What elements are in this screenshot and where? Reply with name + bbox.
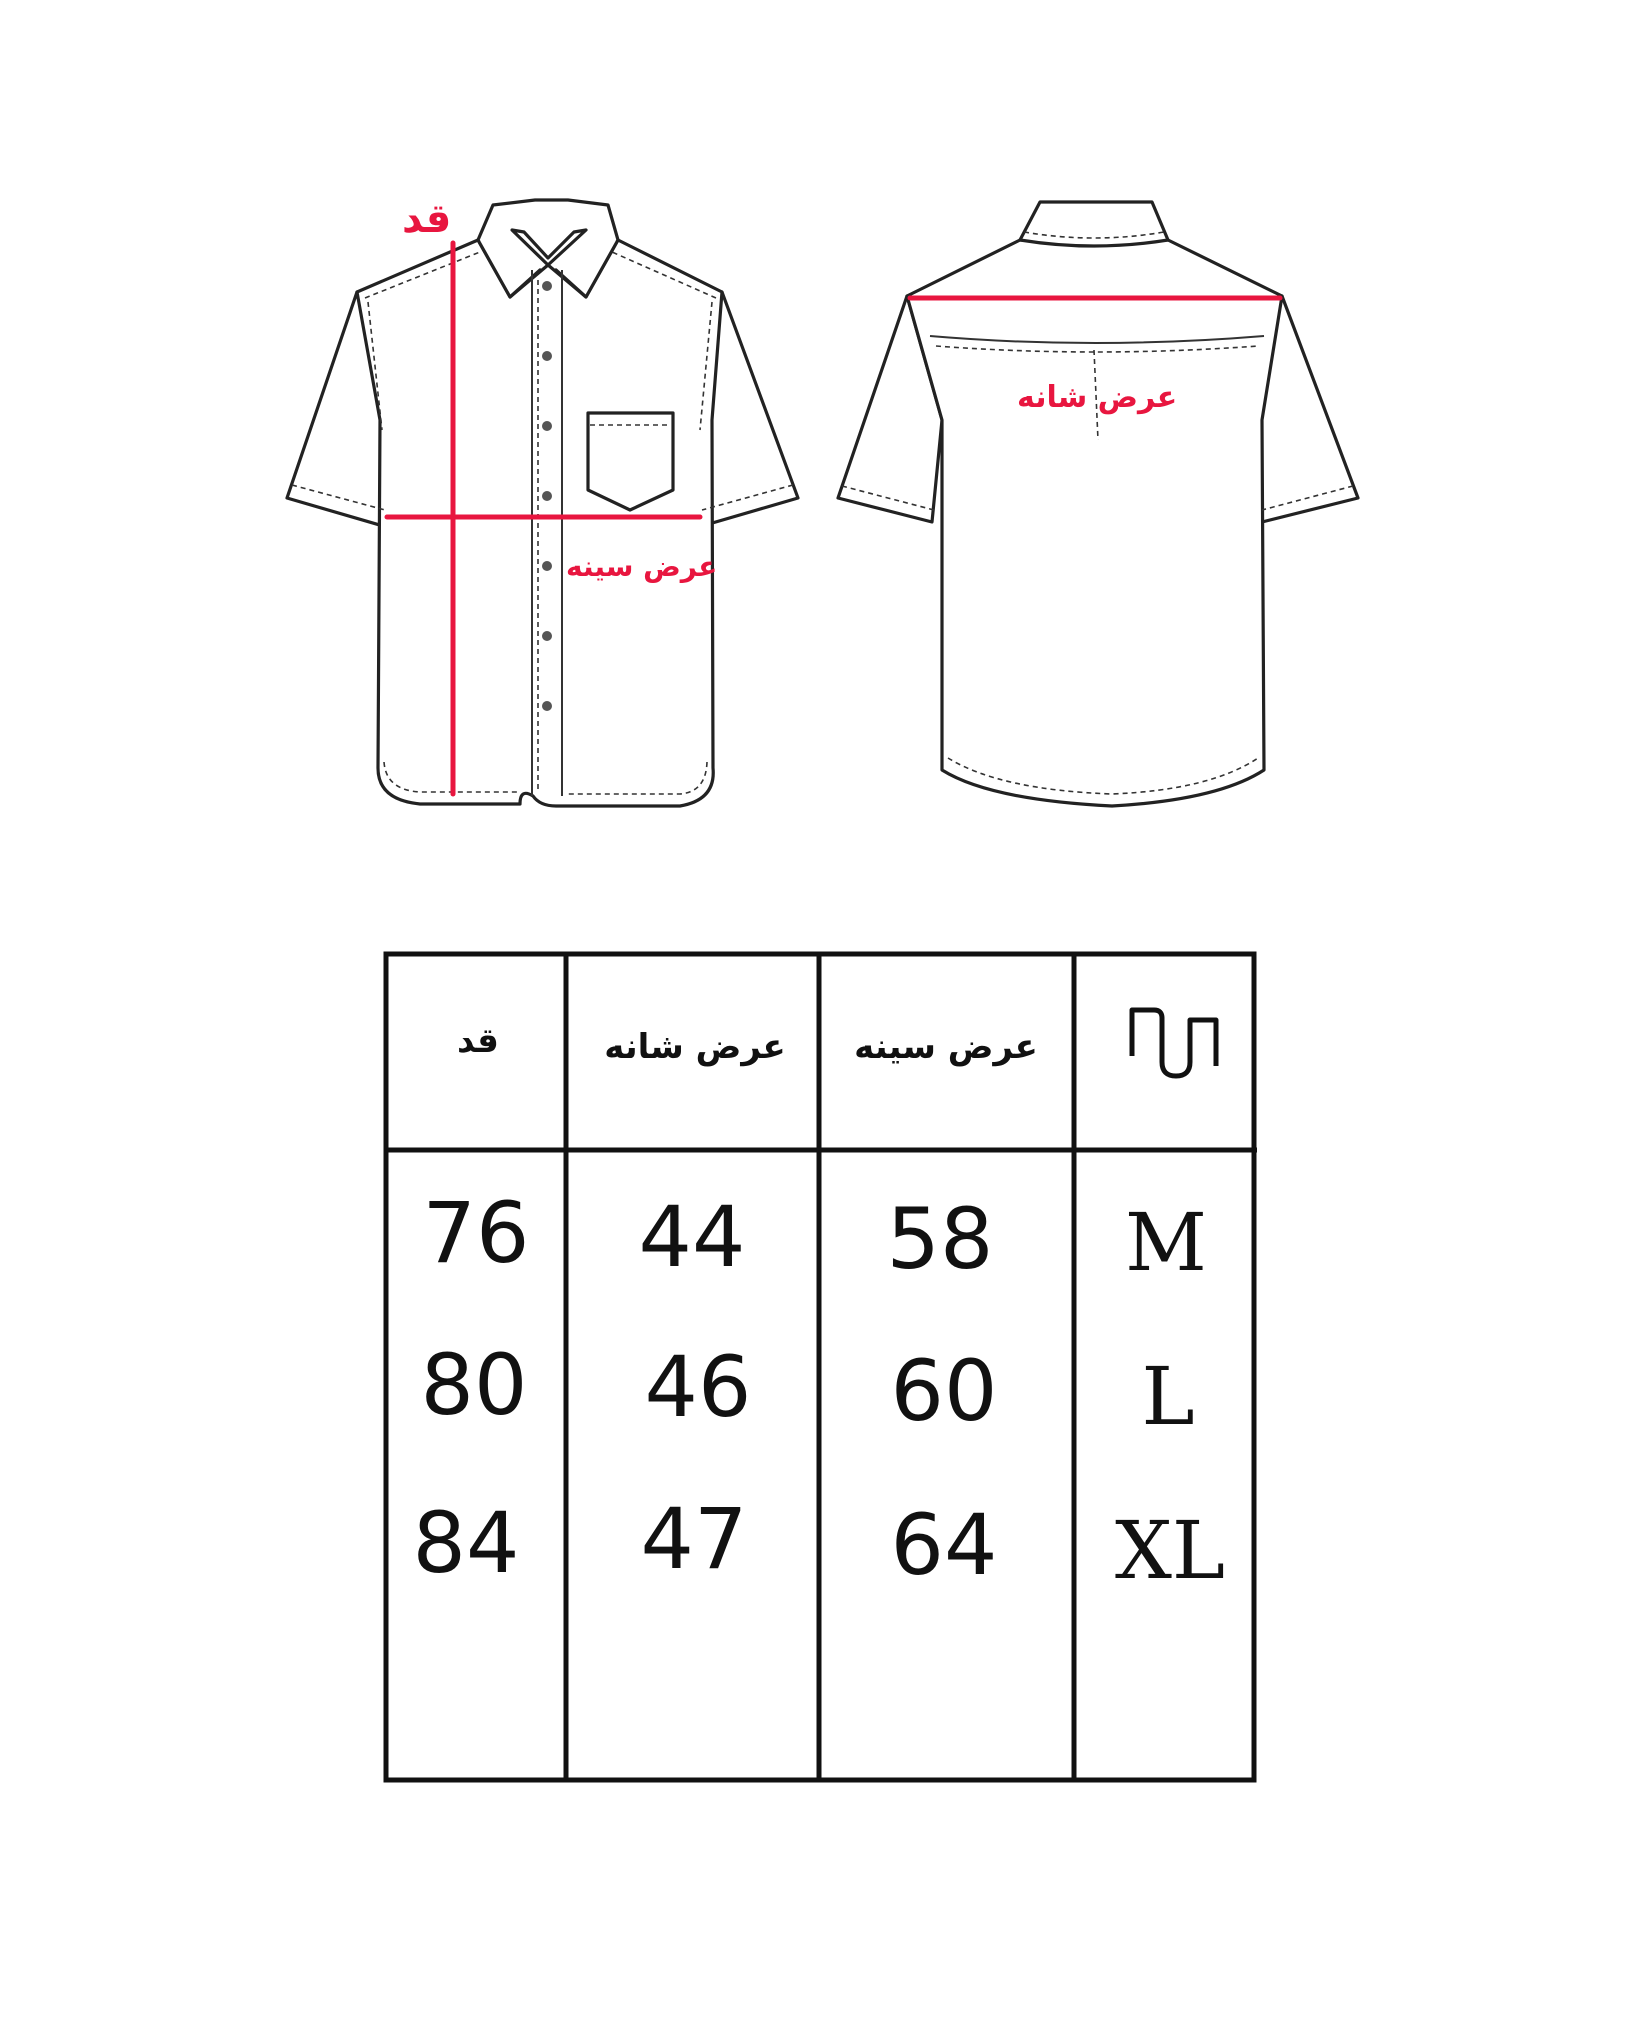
length-cell: 84 [412,1494,520,1592]
shoulder-cell: 47 [640,1490,748,1588]
size-cell: L [1141,1350,1195,1443]
front-shirt-illustration [287,196,798,806]
chest-cell: 58 [886,1190,994,1288]
chest-width-label: عرض سینه [566,550,718,583]
chest-cell: 64 [890,1496,998,1594]
chest-cell: 60 [890,1342,998,1440]
brand-logo-icon [1132,1010,1216,1076]
size-cell: M [1125,1196,1207,1289]
back-shirt-illustration [838,202,1358,806]
header-shoulder-width: عرض شانه [604,1027,786,1067]
length-label: قد [402,196,452,242]
length-cell: 76 [422,1184,530,1282]
length-cell: 80 [420,1336,528,1434]
shoulder-cell: 44 [638,1188,746,1286]
size-cell: XL [1114,1504,1226,1597]
shoulder-cell: 46 [644,1338,752,1436]
header-chest-width: عرض سینه [854,1027,1038,1067]
header-length: قد [457,1021,499,1061]
size-table [386,954,1257,1780]
shoulder-width-label: عرض شانه [1017,380,1178,415]
